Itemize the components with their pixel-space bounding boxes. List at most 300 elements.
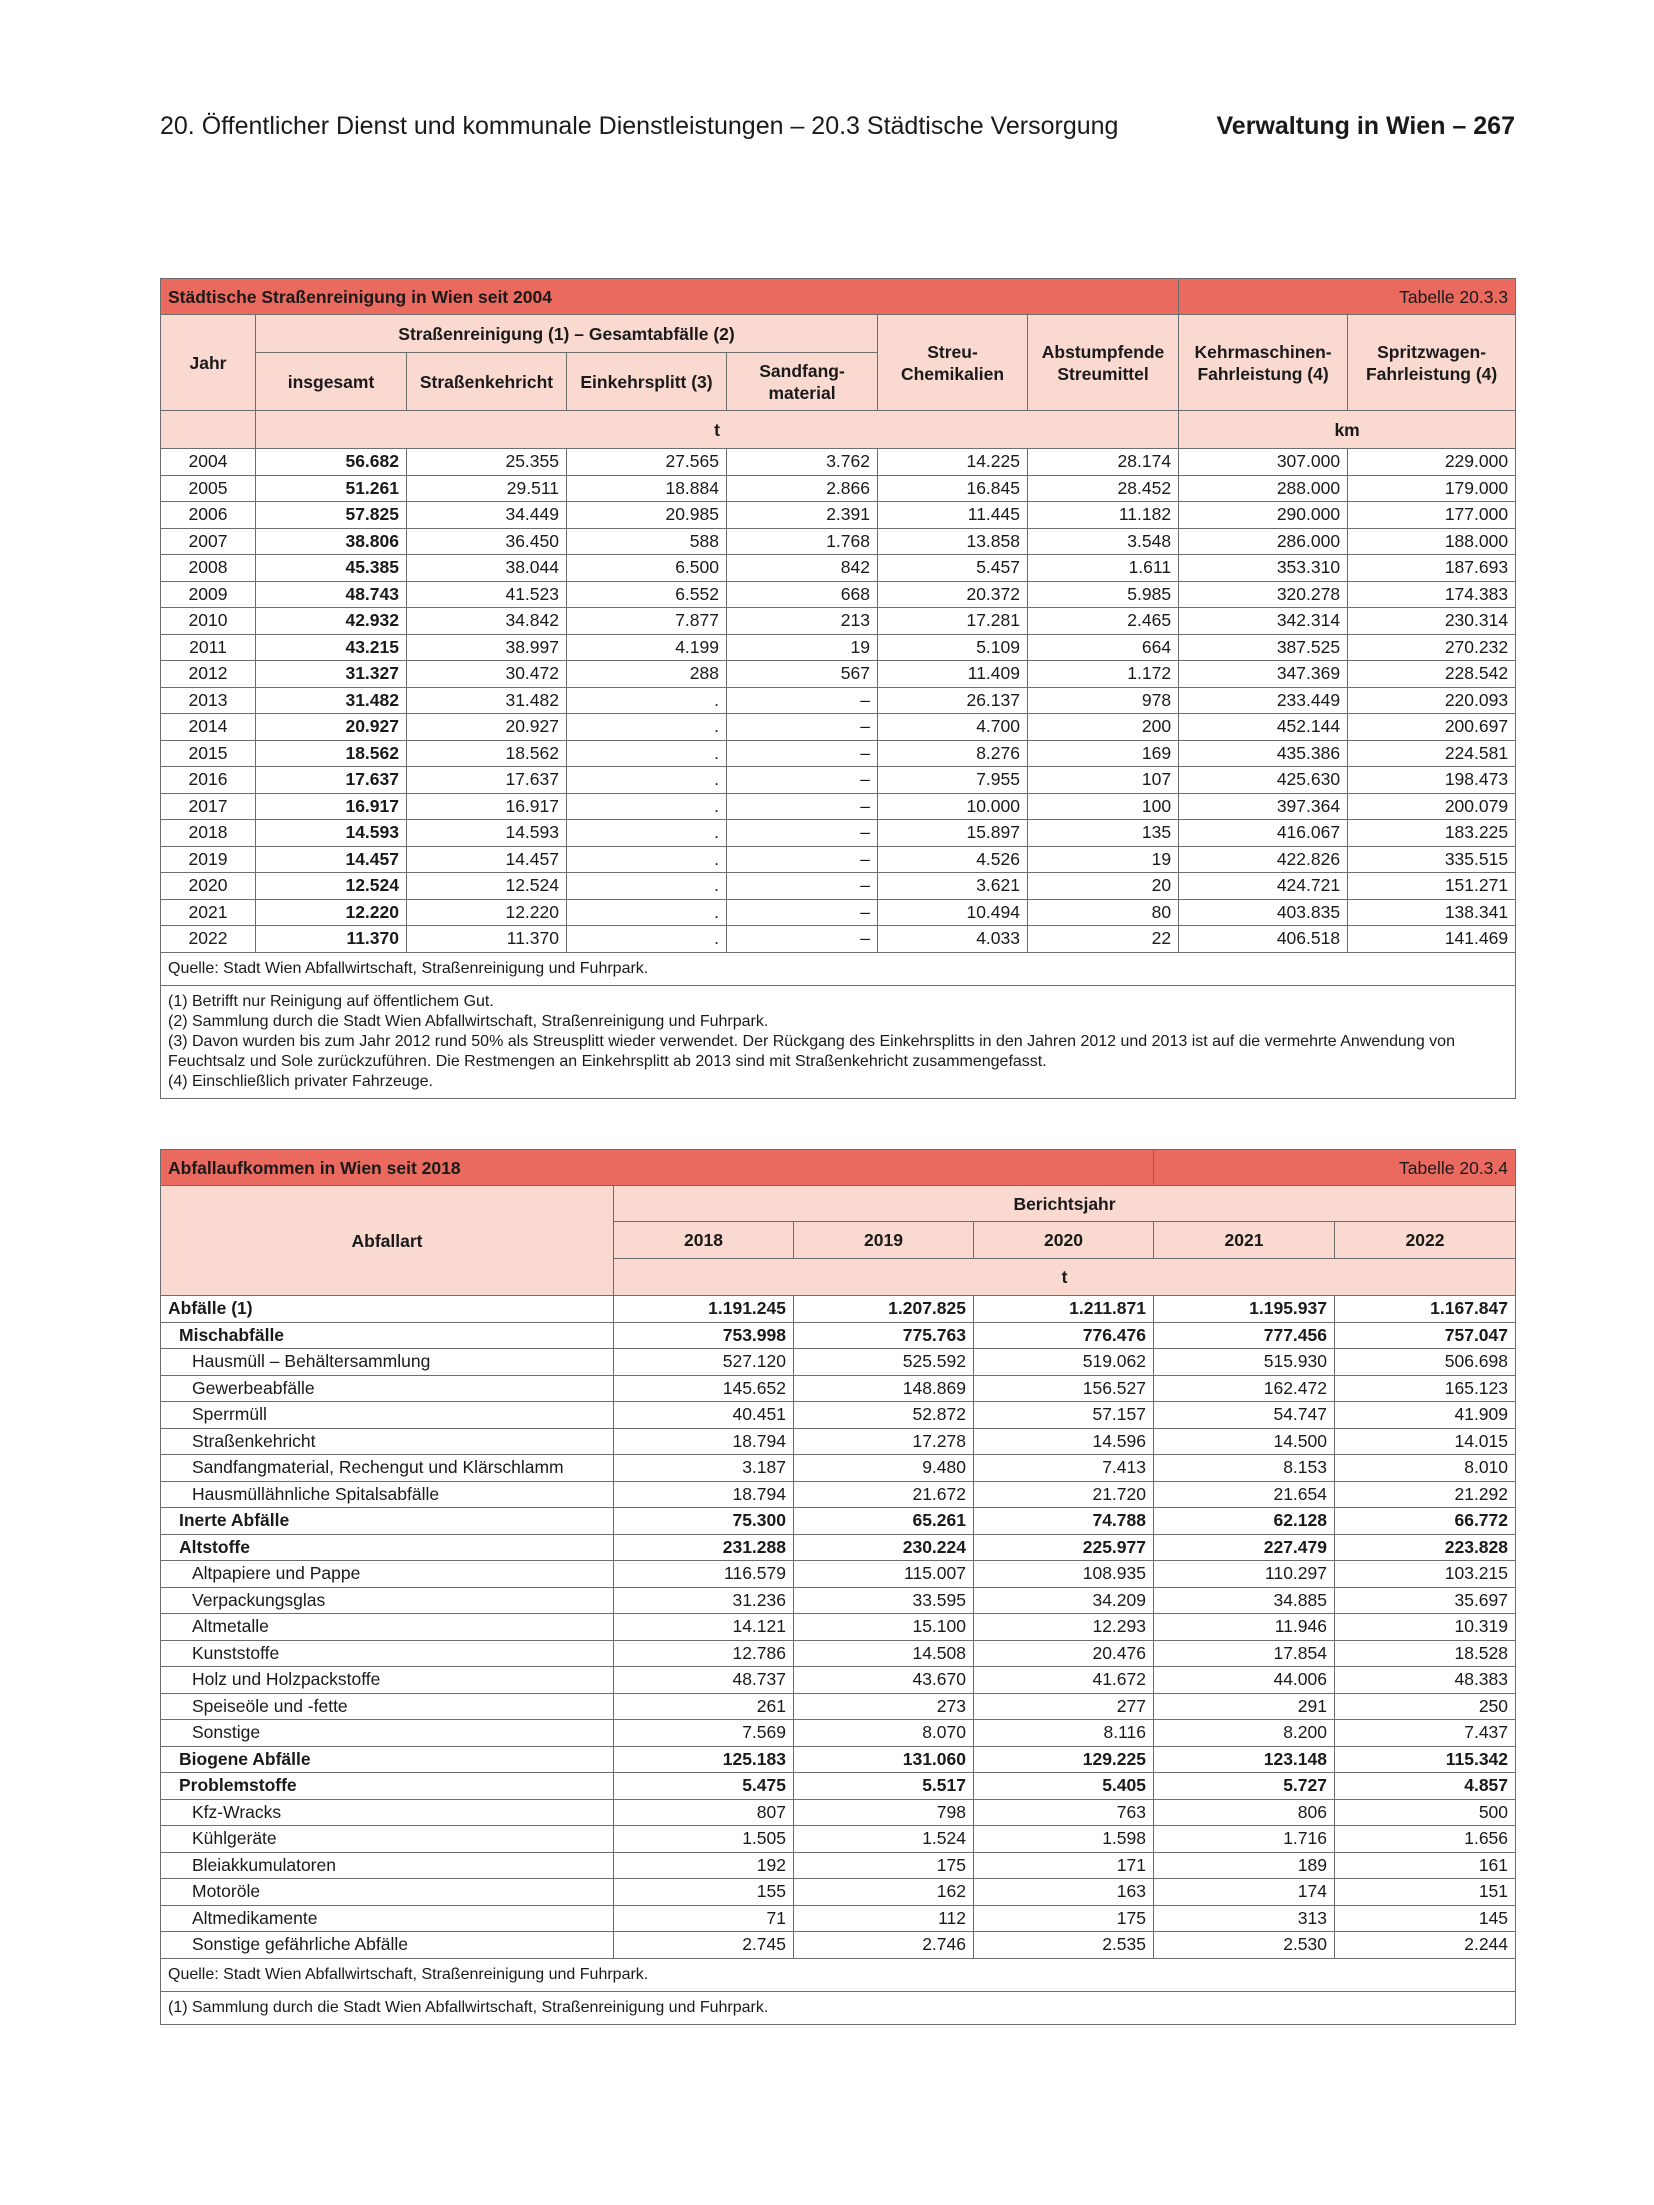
value-cell: 3.762 xyxy=(727,449,878,476)
value-cell: 763 xyxy=(974,1799,1154,1826)
table-abfallaufkommen xyxy=(160,1149,1515,2025)
value-cell: 74.788 xyxy=(974,1508,1154,1535)
value-cell: . xyxy=(567,767,727,794)
value-cell: – xyxy=(727,873,878,900)
col-header-year: 2020 xyxy=(974,1222,1154,1259)
value-cell: 776.476 xyxy=(974,1322,1154,1349)
value-cell: 40.451 xyxy=(614,1402,794,1429)
value-cell: 18.562 xyxy=(407,740,567,767)
value-cell: 100 xyxy=(1028,793,1179,820)
value-cell: 664 xyxy=(1028,634,1179,661)
value-cell: 5.475 xyxy=(614,1773,794,1800)
table-row xyxy=(161,873,1516,900)
table-row xyxy=(161,1852,1516,1879)
table-row xyxy=(161,502,1516,529)
value-cell: 156.527 xyxy=(974,1375,1154,1402)
value-cell: 107 xyxy=(1028,767,1179,794)
table-source: Quelle: Stadt Wien Abfallwirtschaft, Straßenreinigung und Fuhrpark. xyxy=(161,952,1516,985)
value-cell: 41.523 xyxy=(407,581,567,608)
value-cell: 500 xyxy=(1335,1799,1516,1826)
value-cell: 567 xyxy=(727,661,878,688)
value-cell: 270.232 xyxy=(1348,634,1516,661)
table-footnote: (1) Sammlung durch die Stadt Wien Abfallwirtschaft, Straßenreinigung und Fuhrpark. xyxy=(161,1991,1516,2024)
value-cell: 175 xyxy=(794,1852,974,1879)
value-cell: 21.720 xyxy=(974,1481,1154,1508)
value-cell: 16.917 xyxy=(407,793,567,820)
value-cell: 125.183 xyxy=(614,1746,794,1773)
value-cell: 7.877 xyxy=(567,608,727,635)
value-cell: 9.480 xyxy=(794,1455,974,1482)
table-row xyxy=(161,1640,1516,1667)
value-cell: 123.148 xyxy=(1154,1746,1335,1773)
col-header-year: 2022 xyxy=(1335,1222,1516,1259)
value-cell: 20.476 xyxy=(974,1640,1154,1667)
value-cell: 155 xyxy=(614,1879,794,1906)
value-cell: 3.187 xyxy=(614,1455,794,1482)
value-cell: 12.220 xyxy=(256,899,407,926)
table-row xyxy=(161,1296,1516,1323)
row-label: Verpackungsglas xyxy=(161,1587,614,1614)
value-cell: 8.153 xyxy=(1154,1455,1335,1482)
table-row xyxy=(161,475,1516,502)
value-cell: 220.093 xyxy=(1348,687,1516,714)
value-cell: 20.927 xyxy=(256,714,407,741)
value-cell: 842 xyxy=(727,555,878,582)
value-cell: 65.261 xyxy=(794,1508,974,1535)
value-cell: 353.310 xyxy=(1179,555,1348,582)
value-cell: 57.825 xyxy=(256,502,407,529)
value-cell: 14.593 xyxy=(256,820,407,847)
col-header-abfallart: Abfallart xyxy=(161,1186,614,1296)
value-cell: 71 xyxy=(614,1905,794,1932)
value-cell: 1.207.825 xyxy=(794,1296,974,1323)
value-cell: 387.525 xyxy=(1179,634,1348,661)
row-label: Altstoffe xyxy=(161,1534,614,1561)
value-cell: 11.946 xyxy=(1154,1614,1335,1641)
value-cell: 290.000 xyxy=(1179,502,1348,529)
year-cell: 2021 xyxy=(161,899,256,926)
value-cell: 14.457 xyxy=(407,846,567,873)
value-cell: 277 xyxy=(974,1693,1154,1720)
value-cell: 12.524 xyxy=(407,873,567,900)
table-row xyxy=(161,1667,1516,1694)
year-cell: 2005 xyxy=(161,475,256,502)
table-row xyxy=(161,528,1516,555)
value-cell: 1.611 xyxy=(1028,555,1179,582)
value-cell: 21.654 xyxy=(1154,1481,1335,1508)
value-cell: 7.569 xyxy=(614,1720,794,1747)
value-cell: 28.452 xyxy=(1028,475,1179,502)
value-cell: 34.209 xyxy=(974,1587,1154,1614)
value-cell: 30.472 xyxy=(407,661,567,688)
row-label: Inerte Abfälle xyxy=(161,1508,614,1535)
page-number-title: Verwaltung in Wien – 267 xyxy=(1216,112,1515,140)
value-cell: 233.449 xyxy=(1179,687,1348,714)
value-cell: 261 xyxy=(614,1693,794,1720)
value-cell: 307.000 xyxy=(1179,449,1348,476)
table-number: Tabelle 20.3.4 xyxy=(1154,1150,1516,1186)
table-row xyxy=(161,899,1516,926)
value-cell: 231.288 xyxy=(614,1534,794,1561)
value-cell: 416.067 xyxy=(1179,820,1348,847)
table-row xyxy=(161,555,1516,582)
value-cell: 2.391 xyxy=(727,502,878,529)
table-row xyxy=(161,1932,1516,1959)
value-cell: 8.070 xyxy=(794,1720,974,1747)
row-label: Speiseöle und -fette xyxy=(161,1693,614,1720)
row-label: Altmetalle xyxy=(161,1614,614,1641)
value-cell: 10.494 xyxy=(878,899,1028,926)
value-cell: 6.500 xyxy=(567,555,727,582)
value-cell: 17.854 xyxy=(1154,1640,1335,1667)
value-cell: 2.535 xyxy=(974,1932,1154,1959)
value-cell: 12.786 xyxy=(614,1640,794,1667)
value-cell: 2.746 xyxy=(794,1932,974,1959)
value-cell: 31.482 xyxy=(256,687,407,714)
value-cell: 21.292 xyxy=(1335,1481,1516,1508)
row-label: Abfälle (1) xyxy=(161,1296,614,1323)
value-cell: . xyxy=(567,873,727,900)
year-cell: 2007 xyxy=(161,528,256,555)
value-cell: 187.693 xyxy=(1348,555,1516,582)
value-cell: 4.700 xyxy=(878,714,1028,741)
value-cell: 12.524 xyxy=(256,873,407,900)
value-cell: 145 xyxy=(1335,1905,1516,1932)
year-cell: 2016 xyxy=(161,767,256,794)
value-cell: 11.370 xyxy=(256,926,407,953)
value-cell: 11.370 xyxy=(407,926,567,953)
table-row xyxy=(161,1693,1516,1720)
row-label: Kfz-Wracks xyxy=(161,1799,614,1826)
value-cell: 177.000 xyxy=(1348,502,1516,529)
col-group-header: Straßenreinigung (1) – Gesamtabfälle (2) xyxy=(256,315,878,353)
value-cell: 668 xyxy=(727,581,878,608)
value-cell: . xyxy=(567,926,727,953)
value-cell: 527.120 xyxy=(614,1349,794,1376)
value-cell: 588 xyxy=(567,528,727,555)
row-label: Altmedikamente xyxy=(161,1905,614,1932)
value-cell: 45.385 xyxy=(256,555,407,582)
year-cell: 2008 xyxy=(161,555,256,582)
value-cell: 422.826 xyxy=(1179,846,1348,873)
value-cell: 28.174 xyxy=(1028,449,1179,476)
value-cell: 347.369 xyxy=(1179,661,1348,688)
value-cell: 286.000 xyxy=(1179,528,1348,555)
table-row xyxy=(161,926,1516,953)
value-cell: . xyxy=(567,740,727,767)
value-cell: 8.276 xyxy=(878,740,1028,767)
value-cell: . xyxy=(567,793,727,820)
year-cell: 2006 xyxy=(161,502,256,529)
row-label: Sandfangmaterial, Rechengut und Klärschlamm xyxy=(161,1455,614,1482)
value-cell: 42.932 xyxy=(256,608,407,635)
value-cell: 43.670 xyxy=(794,1667,974,1694)
value-cell: 31.327 xyxy=(256,661,407,688)
value-cell: 151 xyxy=(1335,1879,1516,1906)
table-strassenreinigung xyxy=(160,278,1515,1099)
table-row xyxy=(161,1508,1516,1535)
value-cell: 224.581 xyxy=(1348,740,1516,767)
year-cell: 2010 xyxy=(161,608,256,635)
value-cell: 54.747 xyxy=(1154,1402,1335,1429)
value-cell: 51.261 xyxy=(256,475,407,502)
value-cell: 10.000 xyxy=(878,793,1028,820)
row-label: Motoröle xyxy=(161,1879,614,1906)
value-cell: 1.195.937 xyxy=(1154,1296,1335,1323)
value-cell: 34.842 xyxy=(407,608,567,635)
value-cell: 27.565 xyxy=(567,449,727,476)
value-cell: 753.998 xyxy=(614,1322,794,1349)
value-cell: 200.697 xyxy=(1348,714,1516,741)
year-cell: 2022 xyxy=(161,926,256,953)
table-row xyxy=(161,740,1516,767)
value-cell: 26.137 xyxy=(878,687,1028,714)
value-cell: 75.300 xyxy=(614,1508,794,1535)
value-cell: 108.935 xyxy=(974,1561,1154,1588)
value-cell: 200.079 xyxy=(1348,793,1516,820)
col-header-splitt: Einkehrsplitt (3) xyxy=(567,353,727,411)
value-cell: . xyxy=(567,899,727,926)
value-cell: 48.737 xyxy=(614,1667,794,1694)
value-cell: 34.885 xyxy=(1154,1587,1335,1614)
table-row xyxy=(161,820,1516,847)
row-label: Kühlgeräte xyxy=(161,1826,614,1853)
value-cell: 138.341 xyxy=(1348,899,1516,926)
col-header-year: 2019 xyxy=(794,1222,974,1259)
value-cell: 7.955 xyxy=(878,767,1028,794)
value-cell: 38.806 xyxy=(256,528,407,555)
value-cell: 213 xyxy=(727,608,878,635)
table-row xyxy=(161,1720,1516,1747)
value-cell: 227.479 xyxy=(1154,1534,1335,1561)
unit-km: km xyxy=(1179,411,1516,449)
value-cell: 2.465 xyxy=(1028,608,1179,635)
value-cell: 25.355 xyxy=(407,449,567,476)
value-cell: 12.293 xyxy=(974,1614,1154,1641)
value-cell: 115.007 xyxy=(794,1561,974,1588)
value-cell: 313 xyxy=(1154,1905,1335,1932)
value-cell: 1.167.847 xyxy=(1335,1296,1516,1323)
table-row xyxy=(161,687,1516,714)
value-cell: 38.997 xyxy=(407,634,567,661)
value-cell: 5.457 xyxy=(878,555,1028,582)
year-cell: 2013 xyxy=(161,687,256,714)
value-cell: 112 xyxy=(794,1905,974,1932)
value-cell: 5.109 xyxy=(878,634,1028,661)
col-header-streu: Streu-Chemikalien xyxy=(878,315,1028,411)
value-cell: 1.172 xyxy=(1028,661,1179,688)
value-cell: 35.697 xyxy=(1335,1587,1516,1614)
value-cell: 18.794 xyxy=(614,1428,794,1455)
value-cell: – xyxy=(727,846,878,873)
row-label: Altpapiere und Pappe xyxy=(161,1561,614,1588)
value-cell: – xyxy=(727,714,878,741)
value-cell: 406.518 xyxy=(1179,926,1348,953)
value-cell: 52.872 xyxy=(794,1402,974,1429)
row-label: Sperrmüll xyxy=(161,1402,614,1429)
table-title: Abfallaufkommen in Wien seit 2018 xyxy=(161,1150,1154,1186)
value-cell: 2.745 xyxy=(614,1932,794,1959)
value-cell: 291 xyxy=(1154,1693,1335,1720)
col-header-kehrmaschinen: Kehrmaschinen-Fahrleistung (4) xyxy=(1179,315,1348,411)
table-row xyxy=(161,1402,1516,1429)
value-cell: 435.386 xyxy=(1179,740,1348,767)
value-cell: 145.652 xyxy=(614,1375,794,1402)
year-cell: 2004 xyxy=(161,449,256,476)
value-cell: 1.768 xyxy=(727,528,878,555)
value-cell: 8.200 xyxy=(1154,1720,1335,1747)
value-cell: 171 xyxy=(974,1852,1154,1879)
value-cell: 425.630 xyxy=(1179,767,1348,794)
value-cell: 116.579 xyxy=(614,1561,794,1588)
row-label: Sonstige gefährliche Abfälle xyxy=(161,1932,614,1959)
row-label: Biogene Abfälle xyxy=(161,1746,614,1773)
value-cell: 29.511 xyxy=(407,475,567,502)
value-cell: 230.224 xyxy=(794,1534,974,1561)
col-header-abstumpfende: Abstumpfende Streumittel xyxy=(1028,315,1179,411)
value-cell: 14.508 xyxy=(794,1640,974,1667)
value-cell: 14.121 xyxy=(614,1614,794,1641)
value-cell: 57.157 xyxy=(974,1402,1154,1429)
value-cell: 4.526 xyxy=(878,846,1028,873)
value-cell: 20.372 xyxy=(878,581,1028,608)
value-cell: 22 xyxy=(1028,926,1179,953)
value-cell: 16.917 xyxy=(256,793,407,820)
value-cell: 13.858 xyxy=(878,528,1028,555)
value-cell: 62.128 xyxy=(1154,1508,1335,1535)
value-cell: 162 xyxy=(794,1879,974,1906)
value-cell: 14.596 xyxy=(974,1428,1154,1455)
value-cell: 288 xyxy=(567,661,727,688)
footnote: (2) Sammlung durch die Stadt Wien Abfallwirtschaft, Straßenreinigung und Fuhrpark. xyxy=(168,1012,769,1030)
value-cell: 15.897 xyxy=(878,820,1028,847)
table-row xyxy=(161,1773,1516,1800)
table-row xyxy=(161,1561,1516,1588)
row-label: Holz und Holzpackstoffe xyxy=(161,1667,614,1694)
value-cell: 131.060 xyxy=(794,1746,974,1773)
year-cell: 2014 xyxy=(161,714,256,741)
value-cell: 10.319 xyxy=(1335,1614,1516,1641)
value-cell: 38.044 xyxy=(407,555,567,582)
value-cell: 7.413 xyxy=(974,1455,1154,1482)
table-row xyxy=(161,1614,1516,1641)
value-cell: 978 xyxy=(1028,687,1179,714)
value-cell: 229.000 xyxy=(1348,449,1516,476)
value-cell: 31.236 xyxy=(614,1587,794,1614)
value-cell: 2.530 xyxy=(1154,1932,1335,1959)
year-cell: 2012 xyxy=(161,661,256,688)
value-cell: 14.225 xyxy=(878,449,1028,476)
value-cell: 36.450 xyxy=(407,528,567,555)
col-header-year: 2021 xyxy=(1154,1222,1335,1259)
value-cell: 6.552 xyxy=(567,581,727,608)
table-row xyxy=(161,1375,1516,1402)
value-cell: 3.548 xyxy=(1028,528,1179,555)
year-cell: 2017 xyxy=(161,793,256,820)
value-cell: 806 xyxy=(1154,1799,1335,1826)
value-cell: 5.985 xyxy=(1028,581,1179,608)
value-cell: 2.866 xyxy=(727,475,878,502)
table-footnotes xyxy=(161,985,1516,1098)
value-cell: 14.500 xyxy=(1154,1428,1335,1455)
table-row xyxy=(161,793,1516,820)
unit-t: t xyxy=(256,411,1179,449)
value-cell: 342.314 xyxy=(1179,608,1348,635)
value-cell: 103.215 xyxy=(1335,1561,1516,1588)
value-cell: 165.123 xyxy=(1335,1375,1516,1402)
table-row xyxy=(161,1826,1516,1853)
value-cell: 757.047 xyxy=(1335,1322,1516,1349)
col-header-jahr: Jahr xyxy=(161,315,256,411)
value-cell: 8.010 xyxy=(1335,1455,1516,1482)
value-cell: 452.144 xyxy=(1179,714,1348,741)
value-cell: 20 xyxy=(1028,873,1179,900)
value-cell: 110.297 xyxy=(1154,1561,1335,1588)
table-row xyxy=(161,581,1516,608)
table-row xyxy=(161,1428,1516,1455)
value-cell: 4.857 xyxy=(1335,1773,1516,1800)
value-cell: 41.909 xyxy=(1335,1402,1516,1429)
value-cell: 8.116 xyxy=(974,1720,1154,1747)
year-cell: 2020 xyxy=(161,873,256,900)
value-cell: 80 xyxy=(1028,899,1179,926)
value-cell: 1.656 xyxy=(1335,1826,1516,1853)
value-cell: 18.884 xyxy=(567,475,727,502)
value-cell: 519.062 xyxy=(974,1349,1154,1376)
value-cell: 19 xyxy=(1028,846,1179,873)
row-label: Sonstige xyxy=(161,1720,614,1747)
value-cell: 15.100 xyxy=(794,1614,974,1641)
value-cell: 31.482 xyxy=(407,687,567,714)
col-header-sandfang: Sandfang-material xyxy=(727,353,878,411)
value-cell: 188.000 xyxy=(1348,528,1516,555)
value-cell: 288.000 xyxy=(1179,475,1348,502)
row-label: Mischabfälle xyxy=(161,1322,614,1349)
value-cell: – xyxy=(727,740,878,767)
value-cell: 174.383 xyxy=(1348,581,1516,608)
value-cell: 56.682 xyxy=(256,449,407,476)
value-cell: 12.220 xyxy=(407,899,567,926)
value-cell: 43.215 xyxy=(256,634,407,661)
table-row xyxy=(161,661,1516,688)
table-row xyxy=(161,634,1516,661)
row-label: Gewerbeabfälle xyxy=(161,1375,614,1402)
value-cell: 141.469 xyxy=(1348,926,1516,953)
unit-t: t xyxy=(614,1259,1516,1296)
year-cell: 2019 xyxy=(161,846,256,873)
value-cell: 320.278 xyxy=(1179,581,1348,608)
col-header-spritzwagen: Spritzwagen-Fahrleistung (4) xyxy=(1348,315,1516,411)
value-cell: 21.672 xyxy=(794,1481,974,1508)
value-cell: 161 xyxy=(1335,1852,1516,1879)
value-cell: 135 xyxy=(1028,820,1179,847)
value-cell: 250 xyxy=(1335,1693,1516,1720)
table-row xyxy=(161,1799,1516,1826)
value-cell: 2.244 xyxy=(1335,1932,1516,1959)
table-row xyxy=(161,1322,1516,1349)
chapter-title: 20. Öffentlicher Dienst und kommunale Dienstleistungen – 20.3 Städtische Versorgung xyxy=(160,112,1119,140)
row-label: Hausmüllähnliche Spitalsabfälle xyxy=(161,1481,614,1508)
year-cell: 2009 xyxy=(161,581,256,608)
value-cell: 175 xyxy=(974,1905,1154,1932)
value-cell: 17.637 xyxy=(407,767,567,794)
value-cell: 115.342 xyxy=(1335,1746,1516,1773)
value-cell: 14.457 xyxy=(256,846,407,873)
value-cell: . xyxy=(567,846,727,873)
value-cell: 18.562 xyxy=(256,740,407,767)
value-cell: 807 xyxy=(614,1799,794,1826)
value-cell: 525.592 xyxy=(794,1349,974,1376)
